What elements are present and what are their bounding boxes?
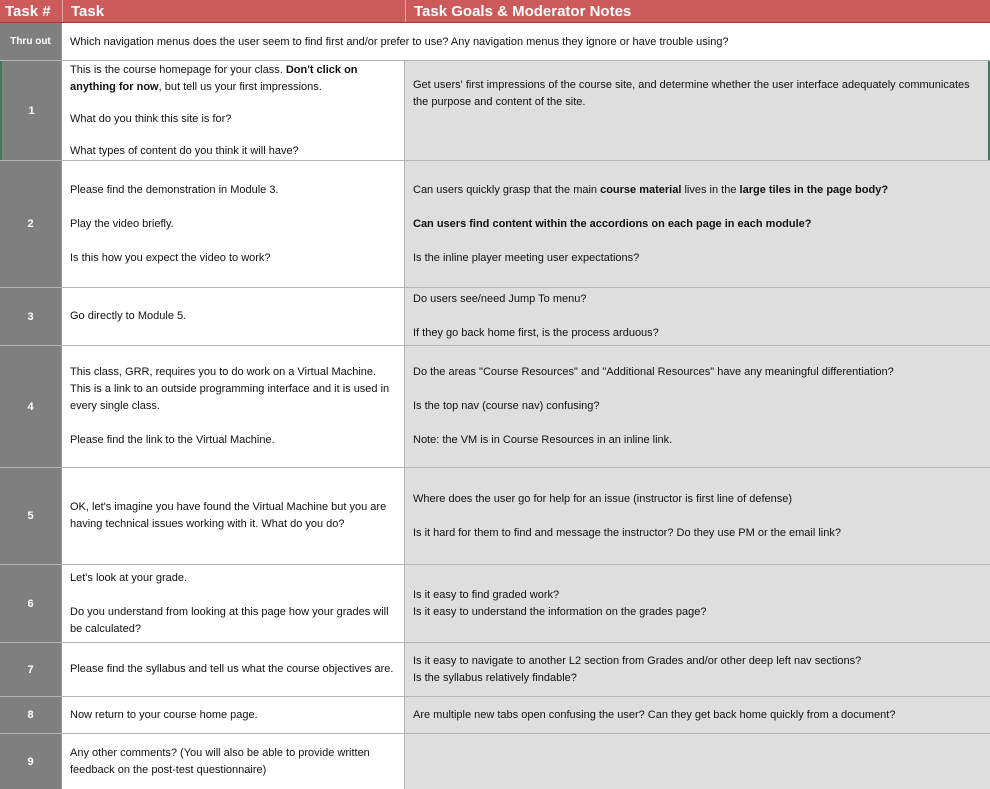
task-line: Please find the demonstration in Module 3. xyxy=(70,183,279,196)
table-row-1 xyxy=(0,61,990,161)
table-row-8 xyxy=(0,697,990,734)
notes-cell[interactable] xyxy=(405,697,990,733)
note-line: Can users find content within the accordions on each page in each module? xyxy=(413,217,812,230)
task-cell[interactable] xyxy=(62,61,405,160)
task-cell[interactable] xyxy=(62,288,405,345)
task-line: What types of content do you think it will have? xyxy=(70,145,299,157)
task-cell[interactable] xyxy=(62,161,405,287)
task-line: Do you understand from looking at this page how your grades will be calculated? xyxy=(70,605,389,635)
task-line: Now return to your course home page. xyxy=(70,708,258,721)
note-line: Is it easy to understand the information on the grades page? xyxy=(413,605,707,618)
note-line: Is it hard for them to find and message the instructor? Do they use PM or the email link? xyxy=(413,526,841,539)
notes-cell[interactable] xyxy=(405,61,990,160)
notes-cell[interactable] xyxy=(405,346,990,467)
task-line: This class, GRR, requires you to do work on a Virtual Machine. This is a link to an outside programming interface and it is used in every single class. xyxy=(70,366,390,412)
note-line: Is the syllabus relatively findable? xyxy=(413,671,577,684)
note-line: Is the top nav (course nav) confusing? xyxy=(413,400,600,412)
table-row-thru-out xyxy=(0,23,990,61)
note-line: Do the areas "Course Resources" and "Additional Resources" have any meaningful differentiation? xyxy=(413,366,894,378)
task-cell[interactable] xyxy=(62,643,405,696)
task-line: Play the video briefly. xyxy=(70,217,174,230)
note-line: If they go back home first, is the process arduous? xyxy=(413,327,659,339)
header-notes[interactable]: Task Goals & Moderator Notes xyxy=(405,0,990,22)
task-line: Is this how you expect the video to work? xyxy=(70,251,271,264)
task-line: This is the course homepage for your class. Don't click on anything for now, but tell us your first impressions. xyxy=(70,64,358,93)
task-number-cell[interactable]: 7 xyxy=(0,643,62,696)
notes-cell[interactable] xyxy=(405,565,990,642)
note-line: Do users see/need Jump To menu? xyxy=(413,293,587,305)
note-line: Where does the user go for help for an issue (instructor is first line of defense) xyxy=(413,492,793,505)
header-row xyxy=(0,0,990,23)
task-cell[interactable] xyxy=(62,346,405,467)
task-line: Please find the link to the Virtual Machine. xyxy=(70,434,275,446)
table-row-2 xyxy=(0,161,990,288)
task-number-cell[interactable]: 5 xyxy=(0,468,62,564)
task-number-cell[interactable]: 8 xyxy=(0,697,62,733)
header-task-number[interactable]: Task # xyxy=(5,3,51,20)
thru-out-text[interactable]: Which navigation menus does the user seem to find first and/or prefer to use? Any navigation menus they ignore or have trouble using? xyxy=(62,23,990,60)
task-cell[interactable] xyxy=(62,468,405,564)
task-number-cell[interactable]: 6 xyxy=(0,565,62,642)
task-line: Any other comments? (You will also be able to provide written feedback on the post-test questionnaire) xyxy=(70,746,370,776)
task-line: What do you think this site is for? xyxy=(70,113,232,125)
table-row-4 xyxy=(0,346,990,468)
notes-cell[interactable] xyxy=(405,643,990,696)
note-line: Note: the VM is in Course Resources in an inline link. xyxy=(413,434,673,446)
task-number-cell[interactable]: 3 xyxy=(0,288,62,345)
notes-cell[interactable] xyxy=(405,734,990,789)
header-task[interactable]: Task xyxy=(62,0,405,22)
note-line: Is the inline player meeting user expectations? xyxy=(413,251,640,264)
table-row-5 xyxy=(0,468,990,565)
notes-cell[interactable] xyxy=(405,161,990,287)
notes-cell[interactable] xyxy=(405,288,990,345)
task-number-cell[interactable]: 2 xyxy=(0,161,62,287)
task-cell[interactable] xyxy=(62,734,405,789)
table-row-6 xyxy=(0,565,990,643)
task-line: Let's look at your grade. xyxy=(70,571,188,584)
task-number-cell[interactable]: 4 xyxy=(0,346,62,467)
note-line: Are multiple new tabs open confusing the user? Can they get back home quickly from a document? xyxy=(413,708,896,721)
note-line: Is it easy to navigate to another L2 section from Grades and/or other deep left nav sections? xyxy=(413,654,862,667)
note-line: Get users' first impressions of the course site, and determine whether the user interface adequately communicates the purpose and content of the site. xyxy=(413,79,970,108)
note-line: Can users quickly grasp that the main course material lives in the large tiles in the page body? xyxy=(413,183,889,196)
table-row-7 xyxy=(0,643,990,697)
task-cell[interactable] xyxy=(62,697,405,733)
task-number-cell[interactable]: 1 xyxy=(0,61,62,160)
task-number-cell[interactable]: 9 xyxy=(0,734,62,789)
table-row-3 xyxy=(0,288,990,346)
note-line: Is it easy to find graded work? xyxy=(413,588,560,601)
task-line: Please find the syllabus and tell us what the course objectives are. xyxy=(70,663,394,675)
table-row-9 xyxy=(0,734,990,789)
task-line: Go directly to Module 5. xyxy=(70,310,187,322)
task-cell[interactable] xyxy=(62,565,405,642)
task-number-cell[interactable]: Thru out xyxy=(0,23,62,60)
notes-cell[interactable] xyxy=(405,468,990,564)
task-line: OK, let's imagine you have found the Virtual Machine but you are having technical issues working with it. What do you do? xyxy=(70,501,387,530)
